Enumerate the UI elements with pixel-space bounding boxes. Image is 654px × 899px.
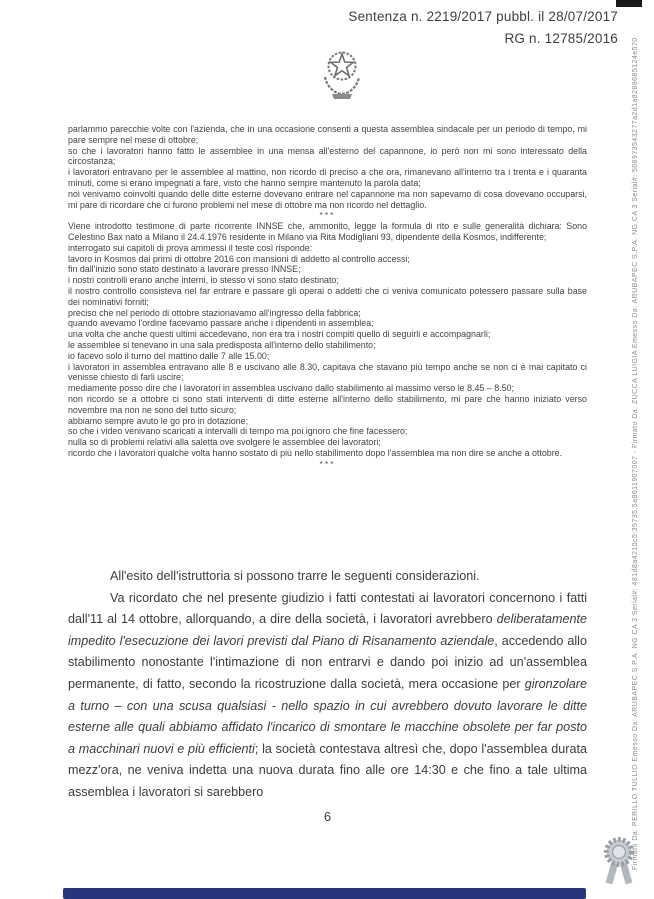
quoted-text-segment: deliberatamente impedito l'esecuzione dei lavori previsti dal Piano di Risanamento aziendale bbox=[68, 612, 587, 648]
testimony-line: le assemblee si tenevano in una sala predisposta all'interno dello stabilimento; bbox=[68, 339, 376, 350]
testimony-line: i lavoratori in assemblea entravano alle 8 e uscivano alle 8.30, capitava che stavano più tempo anche se non ci è mai capitato ci venisse chiesto di farli uscire; bbox=[68, 361, 587, 383]
scan-bottom-bar bbox=[63, 888, 586, 899]
testimony-line: ricordo che i lavoratori qualche volta hanno sostato di più nello stabilimento dopo l'assemblea ma non dire se anche a ottobre. bbox=[68, 447, 563, 458]
testimony-line: mediamente posso dire che i lavoratori in assemblea uscivano dallo stabilimento al massimo verso le 8.45 – 8.50; bbox=[68, 383, 514, 394]
quoted-text-segment: gironzolare a turno – con una scusa qualsiasi - nello spazio in cui avrebbero dovuto lavorare le ditte esterne alle quali abbiamo affidato l'incarico di smontare le macchine obsolete per far posto a macchinari nuovi e più efficienti bbox=[68, 676, 587, 756]
testimony-line: parlammo parecchie volte con l'azienda, che in una occasione consenti a questa assemblea sindacale per un periodo di tempo, mi pare sempre nel mese di ottobre; bbox=[68, 124, 587, 145]
testimony-line: noi venivamo coinvolti quando delle ditte esterne dovevano entrare nel capannone ma non sapevamo di cosa dovevano occuparsi, mi pare di ricordare che ci furono problemi nel mese di ottobre ma non ricordo nel dettaglio. bbox=[68, 188, 587, 210]
rg-number-line: RG n. 12785/2016 bbox=[504, 30, 618, 46]
court-considerations bbox=[68, 566, 587, 804]
section-separator: *** bbox=[319, 210, 336, 221]
testimony-line: preciso che nel periodo di ottobre stazionavamo all'ingresso della fabbrica; bbox=[68, 307, 361, 318]
scan-corner-artifact bbox=[616, 0, 642, 7]
testimony-line: interrogato sui capitoli di prova ammessi il teste così risponde: bbox=[68, 242, 313, 253]
testimony-line: una volta che anche questi ultimi accedevano, non era tra i nostri compiti quello di seguirli e accompagnarli; bbox=[68, 329, 491, 340]
text-segment: , accedendo allo stabilimento nonostante l'intimazione di non entrarvi e dando poi inizio ad un'assemblea permanente, di fatto, secondo la ricostruzione dalla società, mera occasione per bbox=[68, 633, 587, 691]
testimony-line: fin dall'inizio sono stato destinato a lavorare presso INNSE; bbox=[68, 264, 301, 275]
testimony-line: abbiamo sempre avuto le go pro in dotazione; bbox=[68, 415, 249, 426]
testimony-transcript bbox=[68, 124, 587, 470]
testimony-line: lavoro in Kosmos dai primi di ottobre 2016 con mansioni di addetto al controllo accessi; bbox=[68, 253, 410, 264]
testimony-line: i lavoratori entravano per le assemblee al mattino, non ricordo di preciso a che ora, rimanevano all'interno tra i trenta e i quaranta minuti, come si erano impegnati a fare, visto che hanno sempre mantenuto la parola data; bbox=[68, 167, 587, 188]
page-number: 6 bbox=[323, 809, 332, 824]
testimony-line: non ricordo se a ottobre ci sono stati interventi di ditte esterne all'interno dello stabilimento, mi pare che hanno iniziato verso novembre ma non ne sono del tutto sicuro; bbox=[68, 393, 587, 415]
considerations-paragraph bbox=[68, 588, 587, 804]
italian-republic-emblem-icon bbox=[317, 44, 367, 102]
testimony-line: nulla so di problemi relativi alla saletta ove svolgere le assemblee dei lavoratori; bbox=[68, 437, 381, 448]
section-separator: *** bbox=[319, 458, 336, 469]
testimony-line: quando avevamo l'ordine facevamo passare anche i dipendenti in assemblea; bbox=[68, 318, 374, 329]
sentence-number-line: Sentenza n. 2219/2017 pubbl. il 28/07/2017 bbox=[348, 9, 618, 24]
testimony-line: so che i lavoratori hanno fatto le assemblee in una mensa all'esterno del capannone, io però non mi sono interessato della circostanza; bbox=[68, 145, 587, 167]
digital-signature-seal-icon bbox=[596, 834, 642, 888]
testimony-line: so che i video venivano scaricati a intervalli di tempo ma poi ignoro che fine facessero; bbox=[68, 426, 408, 437]
testimony-line: il nostro controllo consisteva nel far entrare e passare gli operai o addetti che ci veniva comunicato potessero passare sulla base dei nominativi forniti; bbox=[68, 285, 587, 307]
testimony-line: i nostri controlli erano anche interni, io stesso vi sono stato destinato; bbox=[68, 275, 339, 286]
testimony-line: io facevo solo il turno del mattino dalle 7 alle 15.00; bbox=[68, 350, 270, 361]
text-segment: ; la società contestava altresì che, dopo l'assemblea durata mezz'ora, ne veniva indetta una nuova durata fino alle ore 14:30 e che fino a tale ultima assemblea i lavoratori si sarebbero bbox=[68, 741, 587, 799]
testimony-line: Viene introdotto testimone di parte ricorrente INNSE che, ammonito, legge la formula di rito e sulle generalità dichiara: Sono Celestino Bax nato a Milano il 24.4.1976 residente in Milano via Rita Modigliani 93, dipendente della Kosmos, indifferente; bbox=[68, 221, 587, 242]
text-segment: Va ricordato che nel presente giudizio i fatti contestati ai lavoratori concernono i fatti dall'11 al 14 ottobre, allorquando, a dire della società, i lavoratori avrebbero bbox=[68, 590, 587, 627]
considerations-intro: All'esito dell'istruttoria si possono trarre le seguenti considerazioni. bbox=[110, 569, 480, 583]
digital-signature-strip: Firmato Da: PERILLO TULLIO Emesso Da: ARUBAPEC S.P.A. NG CA 3 Serial#: 481d8a4210c5:35735:5a8611907007 - Firmato Da: ZUCCA LUIGIA Emesso Da: ARUBAPEC S.P.A. NG CA 3 Serial#: 568973543277a2d1a8288685124e570 bbox=[632, 37, 639, 870]
document-header bbox=[348, 6, 618, 49]
